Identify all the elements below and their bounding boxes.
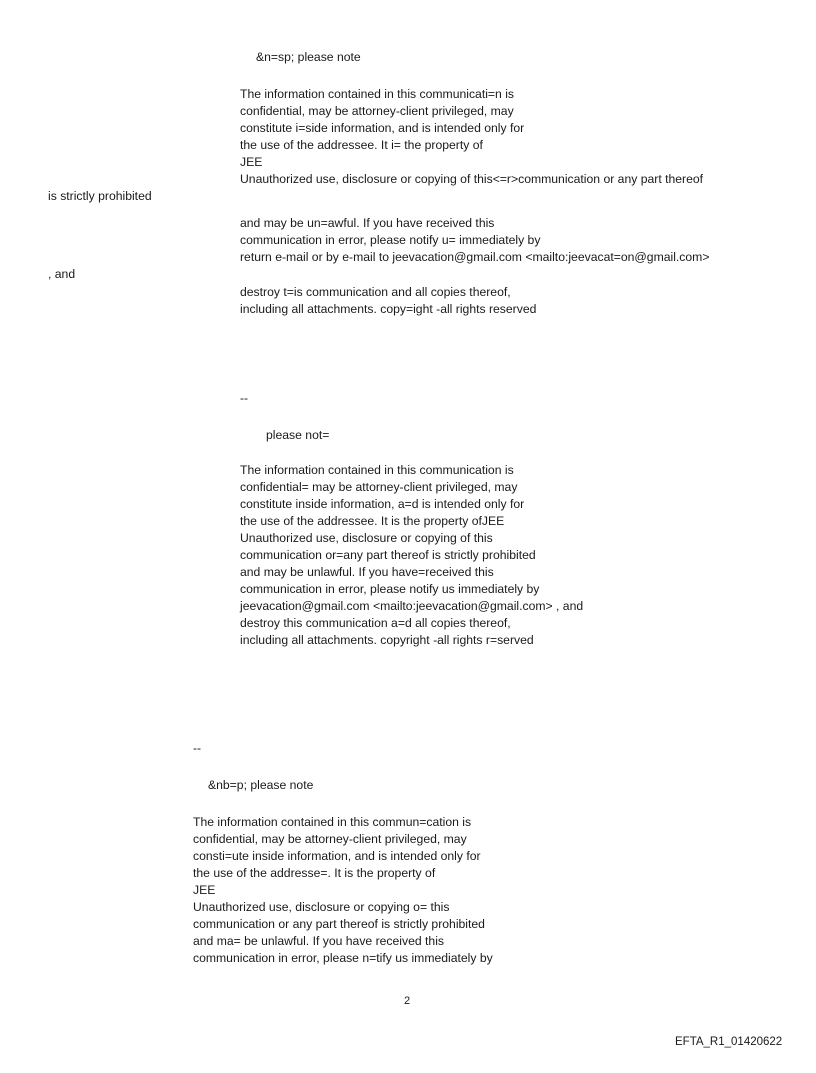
block2-line: communication or=any part thereof is strictly prohibited xyxy=(240,548,536,562)
block2-heading: please not= xyxy=(266,428,330,442)
block2-line: confidential= may be attorney-client privileged, may xyxy=(240,480,518,494)
block2-line: jeevacation@gmail.com <mailto:jeevacation@gmail.com> , and xyxy=(240,599,584,613)
block1-line: , and xyxy=(48,267,76,281)
block2-line: including all attachments. copyright -all rights r=served xyxy=(240,633,534,647)
block1-line: return e-mail or by e-mail to jeevacation@gmail.com <mailto:jeevacat=on@gmail.com> xyxy=(240,250,710,264)
block3-line: communication or any part thereof is strictly prohibited xyxy=(193,917,485,931)
block1-line: including all attachments. copy=ight -all rights reserved xyxy=(240,302,537,316)
block3-line: consti=ute inside information, and is intended only for xyxy=(193,849,481,863)
block1-line: Unauthorized use, disclosure or copying of this<=r>communication or any part thereof xyxy=(240,172,704,186)
block1-line: confidential, may be attorney-client privileged, may xyxy=(240,104,514,118)
block3-line: confidential, may be attorney-client privileged, may xyxy=(193,832,467,846)
block2-line: The information contained in this communication is xyxy=(240,463,514,477)
block1-line: communication in error, please notify u= immediately by xyxy=(240,233,541,247)
block1-line: JEE xyxy=(240,155,263,169)
block3-heading: &nb=p; please note xyxy=(208,778,314,792)
page-number: 2 xyxy=(404,995,411,1007)
block2-line: Unauthorized use, disclosure or copying of this xyxy=(240,531,493,545)
block1-line: The information contained in this communicati=n is xyxy=(240,87,515,101)
block2-line: destroy this communication a=d all copies thereof, xyxy=(240,616,511,630)
block2-line: communication in error, please notify us immediately by xyxy=(240,582,540,596)
block3-line: the use of the addresse=. It is the property of xyxy=(193,866,436,880)
block3-line: JEE xyxy=(193,883,216,897)
block1-heading: &n=sp; please note xyxy=(256,50,361,64)
block1-line: and may be un=awful. If you have received this xyxy=(240,216,495,230)
block2-line: constitute inside information, a=d is intended only for xyxy=(240,497,525,511)
block3-line: and ma= be unlawful. If you have received this xyxy=(193,934,445,948)
block3-line: The information contained in this commun=cation is xyxy=(193,815,472,829)
block3-line: Unauthorized use, disclosure or copying o= this xyxy=(193,900,450,914)
bates-number: EFTA_R1_01420622 xyxy=(675,1036,783,1048)
separator: -- xyxy=(193,741,202,755)
block1-line: is strictly prohibited xyxy=(48,189,152,203)
block1-line: constitute i=side information, and is intended only for xyxy=(240,121,525,135)
block2-line: and may be unlawful. If you have=received this xyxy=(240,565,494,579)
block1-line: the use of the addressee. It i= the property of xyxy=(240,138,483,152)
block1-line: destroy t=is communication and all copies thereof, xyxy=(240,285,511,299)
separator: -- xyxy=(240,391,249,405)
block3-line: communication in error, please n=tify us immediately by xyxy=(193,951,493,965)
block2-line: the use of the addressee. It is the property ofJEE xyxy=(240,514,505,528)
